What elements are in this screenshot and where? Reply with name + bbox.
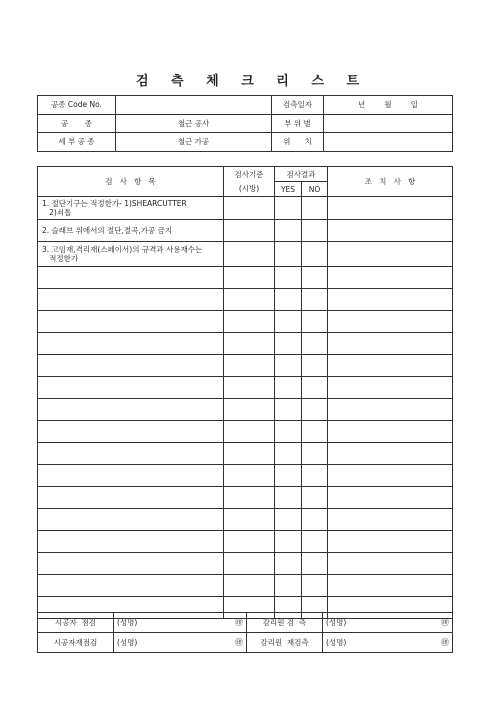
table-row	[38, 399, 453, 421]
name-text: (성명)	[326, 638, 347, 647]
sign-table	[37, 612, 453, 653]
table-row	[38, 220, 453, 242]
cell-criteria[interactable]	[224, 197, 275, 220]
cell-criteria[interactable]	[224, 289, 275, 311]
header-yes: YES	[275, 182, 302, 197]
name-text: (성명)	[326, 618, 347, 627]
cell-item	[38, 355, 224, 377]
header-action: 조 치 사 항	[328, 167, 453, 197]
cell-criteria[interactable]	[224, 531, 275, 553]
cell-item	[38, 487, 224, 509]
cell-criteria[interactable]	[224, 311, 275, 333]
cell-action[interactable]	[328, 377, 453, 399]
cell-action[interactable]	[328, 289, 453, 311]
cell-item	[38, 311, 224, 333]
part-label: 부 위 별	[272, 114, 324, 133]
cell-criteria[interactable]	[224, 399, 275, 421]
supervisor-reinspect-label: 감리원 재검측	[247, 633, 323, 653]
cell-item	[38, 443, 224, 465]
header-result: 검사결과	[275, 167, 328, 182]
cell-no[interactable]	[302, 267, 328, 289]
seal-icon: ㊞	[235, 638, 243, 647]
cell-no[interactable]	[302, 311, 328, 333]
table-row	[38, 289, 453, 311]
cell-item	[38, 289, 224, 311]
cell-item	[38, 509, 224, 531]
page-title: 검 측 체 크 리 스 트	[135, 74, 369, 89]
cell-action[interactable]	[328, 197, 453, 220]
cell-no[interactable]	[302, 377, 328, 399]
seal-icon: ㊞	[441, 638, 449, 647]
cell-item	[38, 399, 224, 421]
table-row	[38, 443, 453, 465]
header-criteria: 검사기준	[224, 167, 275, 182]
cell-action[interactable]	[328, 242, 453, 267]
cell-action[interactable]	[328, 509, 453, 531]
code-value[interactable]	[116, 96, 272, 115]
cell-no[interactable]	[302, 355, 328, 377]
seal-icon: ㊞	[441, 618, 449, 627]
cell-criteria[interactable]	[224, 421, 275, 443]
cell-action[interactable]	[328, 575, 453, 597]
detail-label: 세 부 공 종	[38, 133, 116, 152]
cell-action[interactable]	[328, 421, 453, 443]
cell-criteria[interactable]	[224, 267, 275, 289]
name-text: (성명)	[117, 638, 138, 647]
cell-item	[38, 377, 224, 399]
cell-action[interactable]	[328, 443, 453, 465]
cell-no[interactable]	[302, 575, 328, 597]
cell-criteria[interactable]	[224, 220, 275, 242]
cell-criteria[interactable]	[224, 465, 275, 487]
table-row	[38, 487, 453, 509]
cell-yes[interactable]	[275, 289, 302, 311]
cell-yes[interactable]	[275, 377, 302, 399]
cell-action[interactable]	[328, 333, 453, 355]
cell-yes[interactable]	[275, 443, 302, 465]
cell-yes[interactable]	[275, 487, 302, 509]
part-value[interactable]	[324, 114, 453, 133]
cell-action[interactable]	[328, 355, 453, 377]
seal-icon: ㊞	[235, 618, 243, 627]
cell-no[interactable]	[302, 531, 328, 553]
table-row	[38, 197, 453, 220]
contractor-check-label: 시공자 점검	[38, 613, 114, 633]
cell-no[interactable]	[302, 399, 328, 421]
cell-action[interactable]	[328, 267, 453, 289]
table-row	[38, 333, 453, 355]
table-row	[38, 421, 453, 443]
table-row	[38, 553, 453, 575]
cell-item	[38, 575, 224, 597]
cell-criteria[interactable]	[224, 242, 275, 267]
cell-yes[interactable]	[275, 575, 302, 597]
cell-yes[interactable]	[275, 421, 302, 443]
cell-action[interactable]	[328, 465, 453, 487]
cell-yes[interactable]	[275, 311, 302, 333]
cell-criteria[interactable]	[224, 575, 275, 597]
material-check-label: 시공자재점검	[38, 633, 114, 653]
cell-action[interactable]	[328, 311, 453, 333]
contractor-check-sign[interactable]	[114, 613, 247, 633]
table-row	[38, 531, 453, 553]
cell-yes[interactable]	[275, 509, 302, 531]
cell-item: 1. 절단기구는 적정한가- 1)SHEARCUTTER 2)쇠톱	[38, 197, 224, 220]
cell-criteria[interactable]	[224, 377, 275, 399]
detail-value[interactable]: 철근 가공	[116, 133, 272, 152]
cell-item	[38, 421, 224, 443]
cell-criteria[interactable]	[224, 509, 275, 531]
cell-yes[interactable]	[275, 267, 302, 289]
cell-criteria[interactable]	[224, 553, 275, 575]
cell-criteria[interactable]	[224, 355, 275, 377]
work-value[interactable]: 철근 공사	[116, 114, 272, 133]
cell-item	[38, 267, 224, 289]
cell-item	[38, 465, 224, 487]
cell-yes[interactable]	[275, 399, 302, 421]
cell-yes[interactable]	[275, 220, 302, 242]
supervisor-reinspect-sign[interactable]	[323, 633, 453, 653]
work-label: 공 종	[38, 114, 116, 133]
header-item: 검 사 항 목	[38, 167, 224, 197]
inspection-table	[37, 166, 453, 619]
header-no: NO	[302, 182, 328, 197]
cell-item	[38, 333, 224, 355]
cell-action[interactable]	[328, 531, 453, 553]
cell-item	[38, 531, 224, 553]
cell-criteria[interactable]	[224, 443, 275, 465]
cell-action[interactable]	[328, 487, 453, 509]
cell-yes[interactable]	[275, 333, 302, 355]
cell-yes[interactable]	[275, 242, 302, 267]
cell-yes[interactable]	[275, 355, 302, 377]
code-label: 공종 Code No.	[38, 96, 116, 115]
cell-no[interactable]	[302, 487, 328, 509]
cell-item: 3. 고임재,격리재(스페이서)의 규격과 사용재수는 적정한가	[38, 242, 224, 267]
cell-no[interactable]	[302, 242, 328, 267]
table-row	[38, 575, 453, 597]
cell-action[interactable]	[328, 399, 453, 421]
table-row	[38, 267, 453, 289]
cell-yes[interactable]	[275, 465, 302, 487]
table-row	[38, 509, 453, 531]
cell-item: 2. 슬래브 위에서의 절단,절곡,가공 금지	[38, 220, 224, 242]
cell-no[interactable]	[302, 553, 328, 575]
header-criteria-sub: (시방)	[224, 182, 275, 197]
cell-no[interactable]	[302, 289, 328, 311]
date-label: 검측일자	[272, 96, 324, 115]
cell-no[interactable]	[302, 333, 328, 355]
cell-yes[interactable]	[275, 531, 302, 553]
cell-no[interactable]	[302, 509, 328, 531]
cell-no[interactable]	[302, 197, 328, 220]
table-row	[38, 242, 453, 267]
name-text: (성명)	[117, 618, 138, 627]
cell-action[interactable]	[328, 220, 453, 242]
table-row	[38, 311, 453, 333]
cell-yes[interactable]	[275, 553, 302, 575]
cell-no[interactable]	[302, 443, 328, 465]
table-row	[38, 377, 453, 399]
location-label: 위 치	[272, 133, 324, 152]
table-row	[38, 465, 453, 487]
cell-criteria[interactable]	[224, 333, 275, 355]
info-table	[37, 95, 453, 152]
cell-action[interactable]	[328, 553, 453, 575]
table-row	[38, 355, 453, 377]
cell-no[interactable]	[302, 421, 328, 443]
cell-yes[interactable]	[275, 197, 302, 220]
cell-no[interactable]	[302, 220, 328, 242]
location-value[interactable]	[324, 133, 453, 152]
material-check-sign[interactable]	[114, 633, 247, 653]
supervisor-inspect-sign[interactable]	[323, 613, 453, 633]
cell-criteria[interactable]	[224, 487, 275, 509]
supervisor-inspect-label: 감리원 검 측	[247, 613, 323, 633]
cell-no[interactable]	[302, 465, 328, 487]
cell-item	[38, 553, 224, 575]
date-value[interactable]: 년 월 일	[324, 96, 453, 115]
